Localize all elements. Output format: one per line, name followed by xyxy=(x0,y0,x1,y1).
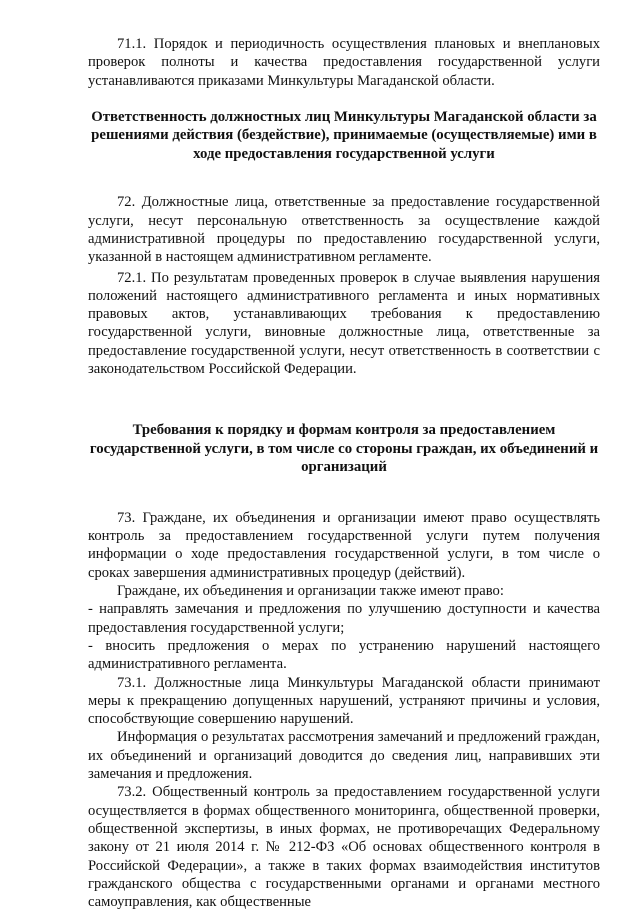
paragraph-73-1: 73.1. Должностные лица Минкультуры Магаданской области принимают меры к прекращению допущенных нарушений, устраняют причины и условия, способствующие совершению нарушений. xyxy=(88,674,600,728)
document-body xyxy=(88,35,600,911)
paragraph-73-rights: Граждане, их объединения и организации также имеют право: xyxy=(117,583,504,600)
paragraph-72: 72. Должностные лица, ответственные за предоставление государственной услуги, несут персональную ответственность за осуществление каждой административной процедуры по предоставлению государственной услуги, указанной в настоящем административном регламенте. xyxy=(88,194,600,266)
section-heading-control-requirements: Требования к порядку и формам контроля за предоставлением государственной услуги, в том числе со стороны граждан, их объединений и организаций xyxy=(89,422,599,476)
paragraph-71-1: 71.1. Порядок и периодичность осуществления плановых и внеплановых проверок полноты и качества предоставления государственной услуги устанавливаются приказами Минкультуры Магаданской области. xyxy=(88,36,600,89)
section-heading-responsibility: Ответственность должностных лиц Минкультуры Магаданской области за решениями действия (бездействие), принимаемые (осуществляемые) ими в ходе предоставления государственной услуги xyxy=(91,108,597,162)
list-item-proposals: - вносить предложения о мерах по устранению нарушений настоящего административного регламента. xyxy=(88,637,600,673)
paragraph-73: 73. Граждане, их объединения и организации имеют право осуществлять контроль за предоставлением государственной услуги путем получения информации о ходе предоставления государственной услуги, в том числе о сроках завершения административных процедур (действий). xyxy=(88,509,600,581)
paragraph-72-1: 72.1. По результатам проведенных проверок в случае выявления нарушения положений настоящего административного регламента и иных нормативных правовых актов, устанавливающих требования к предоставлению государственной услуги, виновные должностные лица, ответственные за предоставление государственной услуги, несут ответственность в соответствии с законодательством Российской Федерации. xyxy=(88,269,600,378)
paragraph-73-2: 73.2. Общественный контроль за предоставлением государственной услуги осуществляется в формах общественного мониторинга, общественной проверки, общественной экспертизы, в иных формах, не противоречащих Федеральному закону от 21 июля 2014 г. № 212-ФЗ «Об основах общественного контроля в Российской Федерации», а также в таких формах взаимодействия институтов гражданского общества с государственными органами и органами местного самоуправления, как общественные xyxy=(88,784,600,911)
paragraph-73-1-info: Информация о результатах рассмотрения замечаний и предложений граждан, их объединений и организаций доводится до сведения лиц, направивших эти замечания и предложения. xyxy=(88,729,600,783)
list-item-remarks: - направлять замечания и предложения по улучшению доступности и качества предоставления государственной услуги; xyxy=(88,601,600,636)
